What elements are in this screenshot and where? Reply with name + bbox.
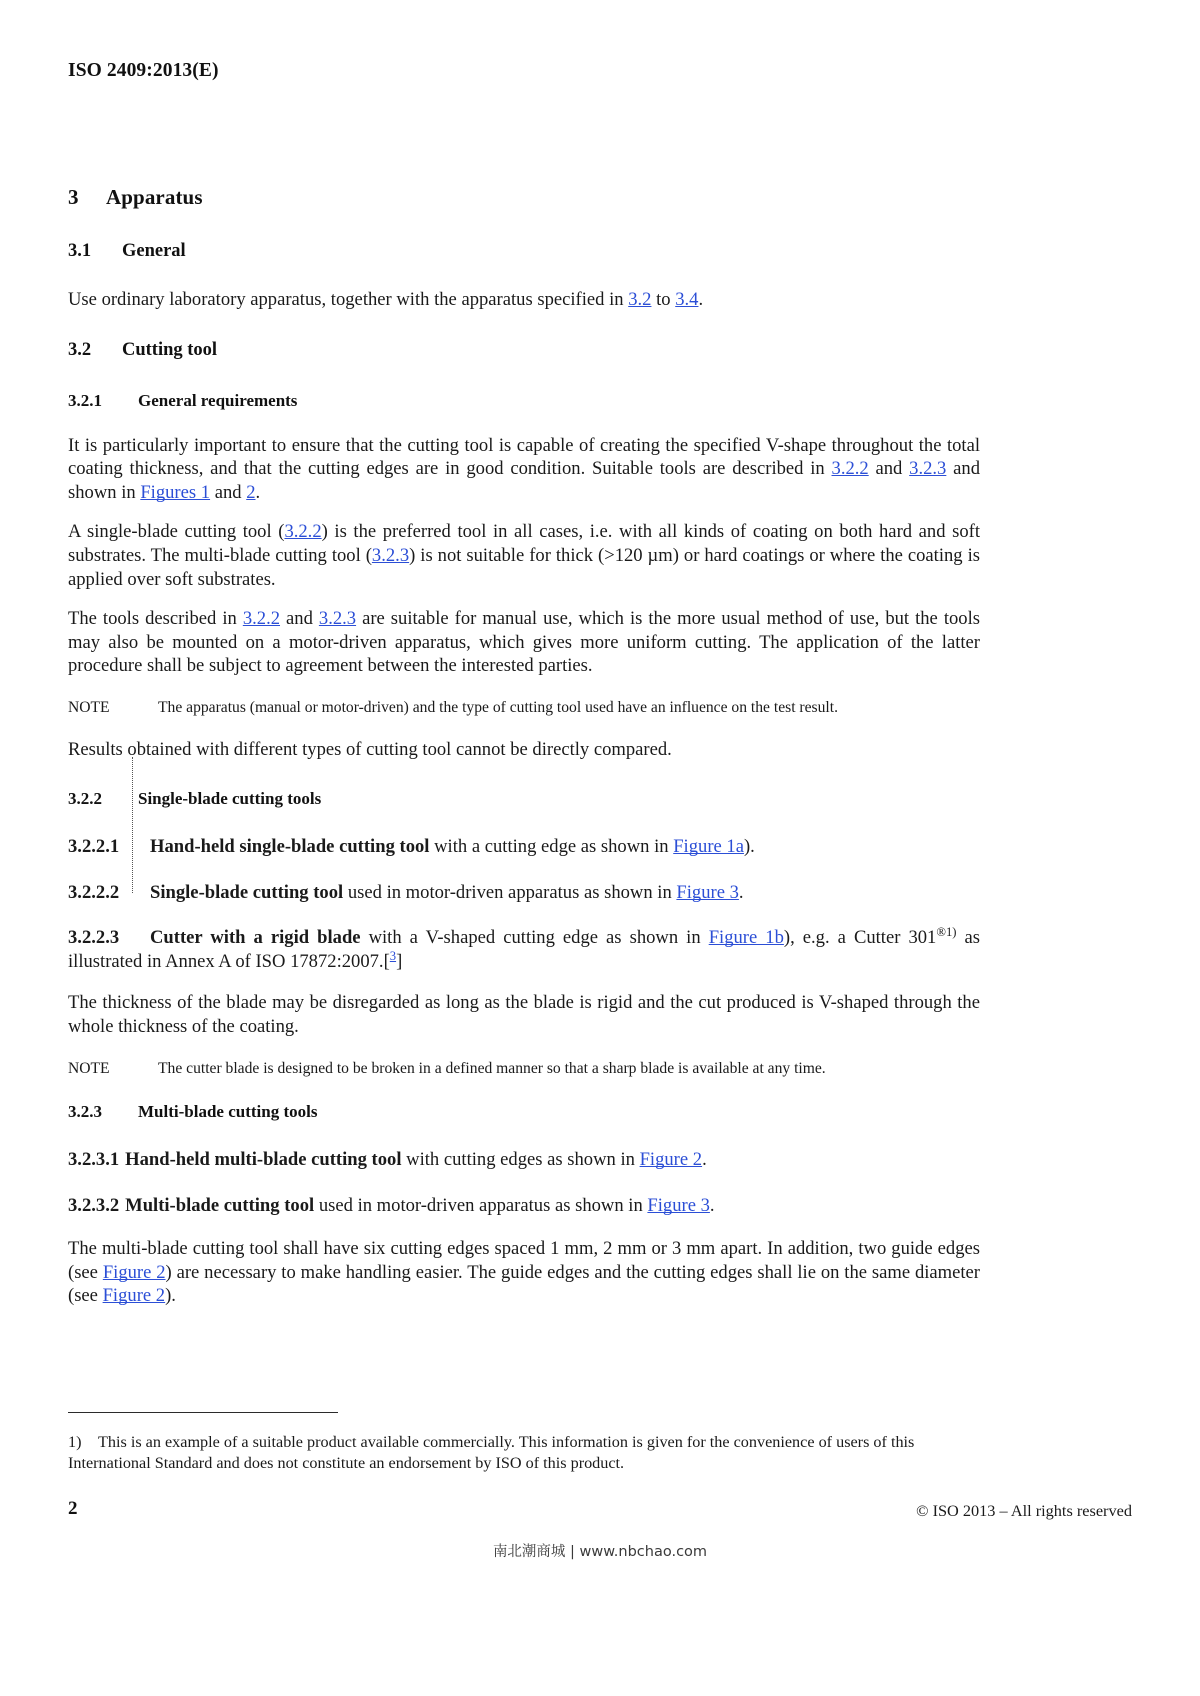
para-3-2-3-1 <box>68 1148 980 1172</box>
text-run: and <box>868 458 910 480</box>
xref-3-2-3[interactable]: 3.2.3 <box>909 458 947 480</box>
xref-3-2-2[interactable]: 3.2.2 <box>284 521 322 543</box>
para-3-2-1-third <box>68 607 980 678</box>
xref-figures-1[interactable]: Figures 1 <box>140 481 211 503</box>
note-label: NOTE <box>68 699 110 717</box>
para-number: 3.2.3.1 <box>68 1149 120 1171</box>
text-run: . <box>709 1194 715 1216</box>
heading-clause-3-1-title: General <box>122 241 186 261</box>
note-3-2-2 <box>68 1059 980 1078</box>
heading-clause-3-2-1-title: General requirements <box>138 390 298 410</box>
copyright-notice: © ISO 2013 – All rights reserved <box>916 1501 1132 1520</box>
xref-figure-1b[interactable]: Figure 1b <box>708 927 784 949</box>
watermark: 南北潮商城 | www.nbchao.com <box>492 1544 708 1560</box>
run-in-title: Single-blade cutting tool <box>150 881 344 903</box>
xref-figure-2[interactable]: Figure 2 <box>102 1261 166 1283</box>
footnote-1 <box>68 1432 980 1474</box>
para-number: 3.2.2.1 <box>68 836 120 858</box>
footnote-marker-reg: ®1) <box>936 925 957 940</box>
text-run: ) are necessary to make handling easier. The guide edges and the cutting edges shall lie on the same diameter (see <box>68 1261 980 1307</box>
xref-figure-3[interactable]: Figure 3 <box>647 1194 710 1216</box>
para-3-2-1-second <box>68 520 980 591</box>
text-run: used in motor-driven apparatus as shown in <box>343 881 677 903</box>
text-run: ] <box>396 950 403 972</box>
xref-figure-2[interactable]: Figure 2 <box>102 1285 166 1307</box>
run-in-title: Cutter with a rigid blade <box>150 927 361 949</box>
para-3-1-general <box>68 288 980 312</box>
text-run: as illustrated in Annex A of ISO 17872:2007.[ <box>68 927 980 972</box>
para-3-2-1-first <box>68 434 980 505</box>
heading-clause-3-2 <box>68 340 980 361</box>
para-3-2-2-2 <box>68 881 980 905</box>
note-text: The cutter blade is designed to be broken in a defined manner so that a sharp blade is available at any time. <box>158 1059 826 1077</box>
xref-3-2-2[interactable]: 3.2.2 <box>242 608 281 630</box>
text-run: A single-blade cutting tool ( <box>68 521 285 543</box>
text-run: . <box>738 881 744 903</box>
note-3-2-1 <box>68 698 980 717</box>
text-run: ). <box>743 836 755 858</box>
xref-figure-2[interactable]: Figure 2 <box>639 1149 703 1171</box>
xref-3-2-2[interactable]: 3.2.2 <box>831 458 869 480</box>
heading-clause-3-2-3-number: 3.2.3 <box>68 1102 102 1122</box>
heading-clause-3-number: 3 <box>68 185 79 209</box>
text-run: ) is not suitable for thick (>120 µm) or hard coatings or where the coating is applied over soft substrates. <box>68 545 980 590</box>
text-run: and <box>280 608 319 630</box>
text-run: with cutting edges as shown in <box>401 1149 640 1171</box>
text-run: . <box>698 289 704 310</box>
heading-clause-3-title: Apparatus <box>106 185 203 209</box>
xref-figure-2[interactable]: 2 <box>246 481 256 503</box>
text-run: and <box>210 481 247 503</box>
running-header: ISO 2409:2013(E) <box>68 60 219 81</box>
footnote-number: 1) <box>68 1433 82 1451</box>
para-3-2-2-blade-thickness: The thickness of the blade may be disregarded as long as the blade is rigid and the cut produced is V-shaped through the whole thickness of the coating. <box>68 992 980 1038</box>
note-text: The apparatus (manual or motor-driven) and the type of cutting tool used have an influence on the test result. <box>158 699 838 717</box>
xref-figure-3[interactable]: Figure 3 <box>676 881 739 903</box>
heading-clause-3-2-2-number: 3.2.2 <box>68 789 102 809</box>
page-number: 2 <box>68 1498 78 1519</box>
heading-clause-3-2-1 <box>68 391 980 411</box>
xref-3-2-3[interactable]: 3.2.3 <box>318 608 357 630</box>
text-run: It is particularly important to ensure that the cutting tool is capable of creating the specified V-shape throughout the total coating thickness, and that the cutting edges are in good condition. Suitable tools are described in <box>68 434 980 480</box>
text-run: and shown in <box>68 458 980 503</box>
heading-clause-3-2-2 <box>68 789 980 809</box>
text-run: The multi-blade cutting tool shall have six cutting edges spaced 1 mm, 2 mm or 3 mm apart. In addition, two guide edges (see <box>68 1238 980 1283</box>
text-run: The tools described in <box>68 608 243 630</box>
heading-clause-3-2-3-title: Multi-blade cutting tools <box>138 1102 318 1122</box>
footnote-separator <box>68 1412 338 1413</box>
text-run: . <box>255 481 261 503</box>
text-run: ). <box>165 1285 176 1307</box>
text-run: ) is the preferred tool in all cases, i.e. with all kinds of coating on both hard and soft substrates. The multi-blade cutting tool ( <box>68 521 980 567</box>
run-in-title: Multi-blade cutting tool <box>125 1194 315 1216</box>
text-run: ), e.g. a Cutter 301 <box>783 927 937 949</box>
heading-clause-3 <box>68 185 980 210</box>
para-number: 3.2.2.2 <box>68 881 120 903</box>
footnote-text: This is an example of a suitable product available commercially. This information is given for the convenience of users of this International Standard and does not constitute an endorsement by ISO of this product. <box>68 1433 915 1473</box>
text-run: Use ordinary laboratory apparatus, together with the apparatus specified in <box>68 289 629 310</box>
heading-clause-3-1 <box>68 241 980 262</box>
para-number: 3.2.2.3 <box>68 927 120 949</box>
heading-clause-3-2-title: Cutting tool <box>122 339 218 360</box>
xref-3-2-3[interactable]: 3.2.3 <box>371 545 410 567</box>
text-run: used in motor-driven apparatus as shown in <box>314 1194 648 1216</box>
text-run: to <box>651 289 676 310</box>
text-run: are suitable for manual use, which is the more usual method of use, but the tools may also be mounted on a motor-driven apparatus, which gives more uniform cutting. The application of the latter procedure shall be subject to agreement between the interested parties. <box>68 608 980 677</box>
heading-clause-3-2-1-number: 3.2.1 <box>68 390 102 410</box>
run-in-title: Hand-held single-blade cutting tool <box>150 836 430 858</box>
para-3-2-3-description <box>68 1237 980 1308</box>
run-in-title: Hand-held multi-blade cutting tool <box>125 1149 402 1171</box>
para-3-2-2-3 <box>68 926 980 973</box>
text-run: with a V-shaped cutting edge as shown in <box>360 927 709 949</box>
text-run: . <box>702 1149 707 1171</box>
bibref-3[interactable]: 3 <box>389 948 397 963</box>
heading-clause-3-2-number: 3.2 <box>68 339 92 360</box>
heading-clause-3-1-number: 3.1 <box>68 241 92 261</box>
heading-clause-3-2-2-title: Single-blade cutting tools <box>138 789 322 809</box>
xref-3-4[interactable]: 3.4 <box>675 289 699 310</box>
text-run: with a cutting edge as shown in <box>429 836 674 858</box>
para-3-2-3-2 <box>68 1194 980 1218</box>
para-3-2-2-1 <box>68 835 980 859</box>
note-label: NOTE <box>68 1059 110 1077</box>
heading-clause-3-2-3 <box>68 1102 980 1122</box>
page-content <box>68 0 980 1308</box>
para-3-2-1-results: Results obtained with different types of cutting tool cannot be directly compared. <box>68 739 672 761</box>
xref-figure-1a[interactable]: Figure 1a <box>673 836 744 858</box>
para-number: 3.2.3.2 <box>68 1194 120 1216</box>
xref-3-2[interactable]: 3.2 <box>628 289 652 310</box>
